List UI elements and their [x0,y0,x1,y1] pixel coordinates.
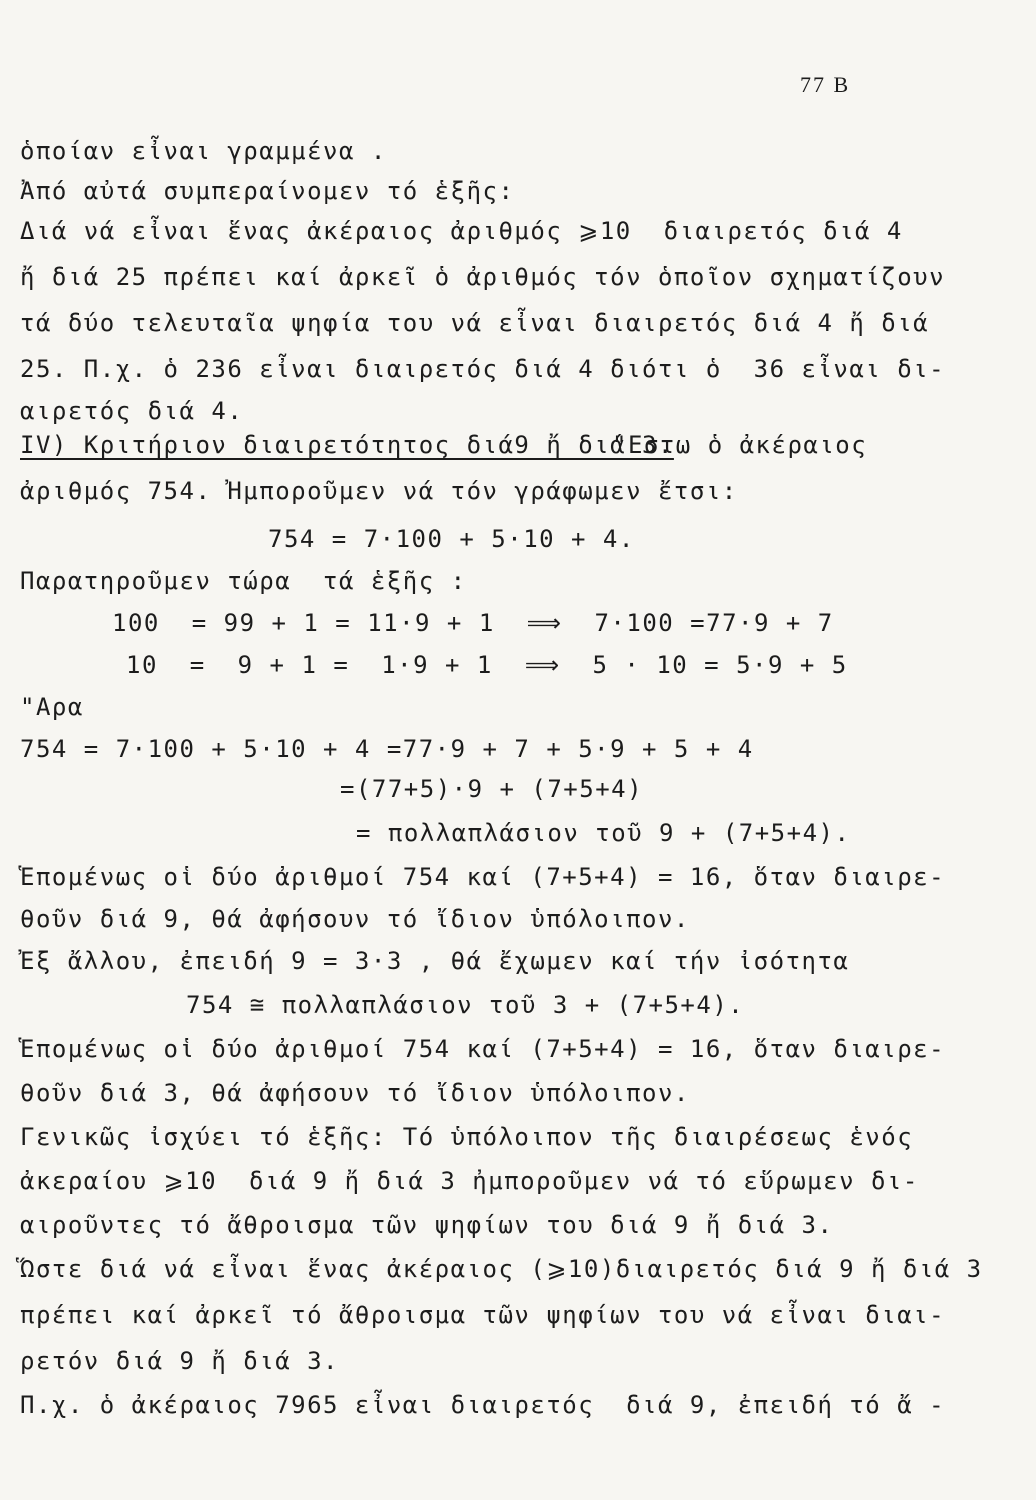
section-heading: IV) Κριτήριον διαιρετότητος διά9 ἤ διά 3. [20,431,674,459]
text-line: θοῦν διά 9, θά ἀφήσουν τό ἴδιον ὑπόλοιπον. [20,905,690,933]
text-line: θοῦν διά 3, θά ἀφήσουν τό ἴδιον ὑπόλοιπον. [20,1079,690,1107]
equation-line: = πολλαπλάσιον τοῦ 9 + (7+5+4). [356,819,851,847]
text-line: ἤ διά 25 πρέπει καί ἀρκεῖ ὁ ἀριθμός τόν ὁποῖον σχηματίζουν [20,263,946,291]
text-line: τά δύο τελευταῖα ψηφία του νά εἶναι διαιρετός διά 4 ἤ διά [20,309,930,337]
equation-line: 10 = 9 + 1 = 1·9 + 1 ⟹ 5 · 10 = 5·9 + 5 [126,651,848,679]
text-line: ὁποίαν εἶναι γραμμένα . [20,137,387,165]
text-line: "Εστω ὁ ἀκέραιος [612,431,868,459]
text-line: αιρετός διά 4. [20,397,244,425]
text-line: Γενικῶς ἰσχύει τό ἑξῆς: Τό ὑπόλοιπον τῆς διαιρέσεως ἑνός [20,1123,914,1151]
text-line: Παρατηροῦμεν τώρα τά ἑξῆς : [20,567,467,595]
equation-line: 754 = 7·100 + 5·10 + 4 =77·9 + 7 + 5·9 + 5 + 4 [20,735,754,763]
equation-line: 754 = 7·100 + 5·10 + 4. [268,525,635,553]
text-line: Ἐξ ἄλλου, ἐπειδή 9 = 3·3 , θά ἔχωμεν καί τήν ἰσότητα [20,947,850,975]
equation-line: 754 ≅ πολλαπλάσιον τοῦ 3 + (7+5+4). [186,991,745,1019]
text-line: Π.χ. ὁ ἀκέραιος 7965 εἶναι διαιρετός διά 9, ἐπειδή τό ἄ - [20,1391,946,1419]
text-line: "Αρα [20,693,84,721]
text-line: ἀριθμός 754. Ἠμποροῦμεν νά τόν γράφωμεν ἔτσι: [20,477,738,505]
text-line: αιροῦντες τό ἄθροισμα τῶν ψηφίων του διά 9 ἤ διά 3. [20,1211,834,1239]
text-line: Ὥστε διά νά εἶναι ἕνας ἀκέραιος (⩾10)διαιρετός διά 9 ἤ διά 3 [20,1255,983,1283]
text-line: ἀκεραίου ⩾10 διά 9 ἤ διά 3 ἠμποροῦμεν νά τό εὕρωμεν δι- [20,1167,919,1195]
text-line: Διά νά εἶναι ἕνας ἀκέραιος ἀριθμός ⩾10 διαιρετός διά 4 [20,217,903,245]
text-line: Ἑπομένως οἱ δύο ἀριθμοί 754 καί (7+5+4) = 16, ὅταν διαιρε- [20,863,946,891]
text-line: πρέπει καί ἀρκεῖ τό ἄθροισμα τῶν ψηφίων του νά εἶναι διαι- [20,1301,946,1329]
equation-line: 100 = 99 + 1 = 11·9 + 1 ⟹ 7·100 =77·9 + 7 [112,609,834,637]
text-line: 25. Π.χ. ὁ 236 εἶναι διαιρετός διά 4 διότι ὁ 36 εἶναι δι- [20,355,946,383]
text-line: Ἑπομένως οἱ δύο ἀριθμοί 754 καί (7+5+4) = 16, ὅταν διαιρε- [20,1035,946,1063]
equation-line: =(77+5)·9 + (7+5+4) [340,775,644,803]
page-number: 77 B [800,72,851,97]
text-line: ρετόν διά 9 ἤ διά 3. [20,1347,339,1375]
text-line: Ἀπό αὐτά συμπεραίνομεν τό ἑξῆς: [20,177,515,205]
